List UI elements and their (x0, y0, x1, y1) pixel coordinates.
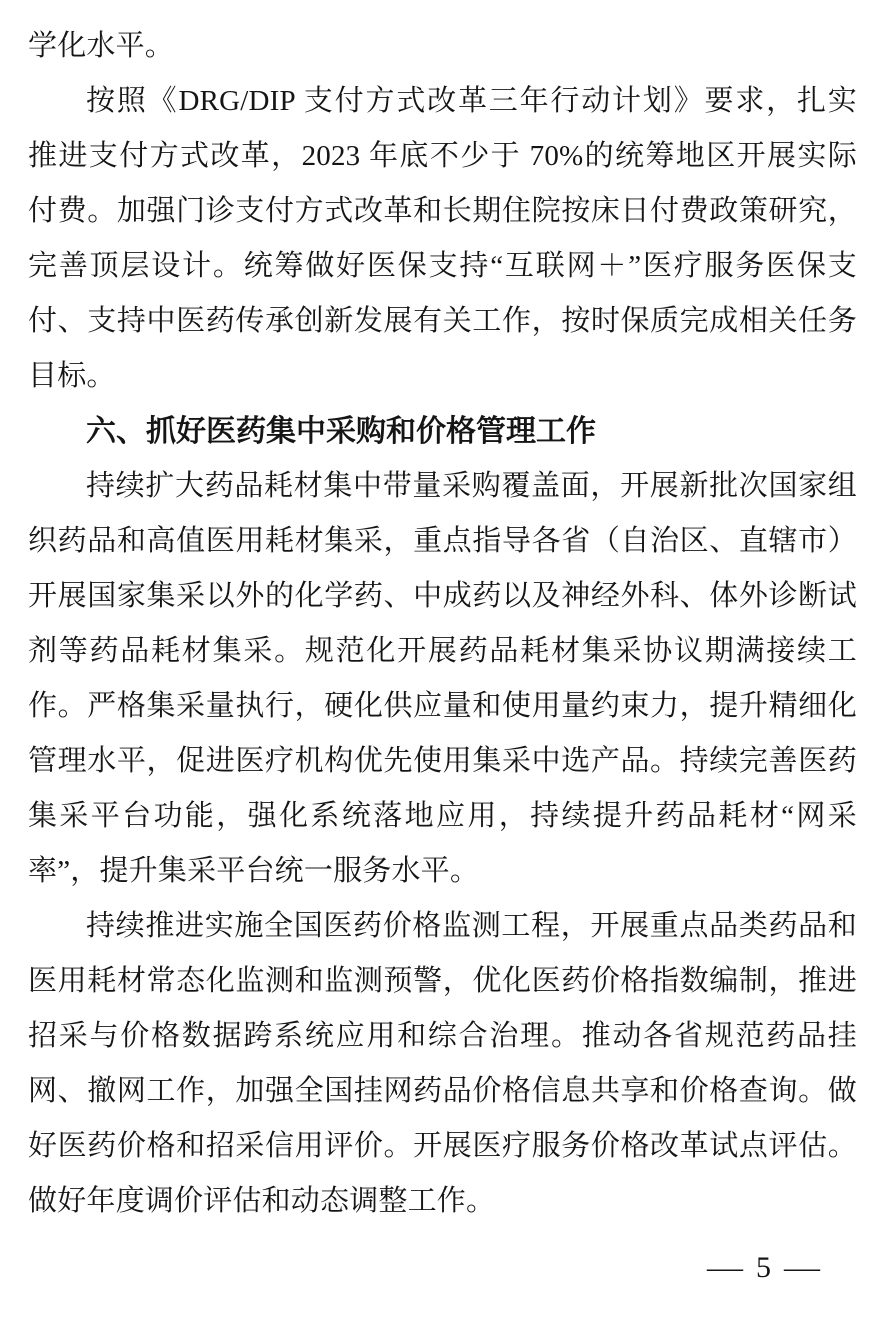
page-number: 5 (756, 1251, 771, 1284)
text-line: 网、撤网工作，加强全国挂网药品价格信息共享和价格查询。做 (28, 1075, 857, 1107)
text-line: 完善顶层设计。统筹做好医保支持“互联网＋”医疗服务医保支 (28, 250, 857, 282)
text-line: 剂等药品耗材集采。规范化开展药品耗材集采协议期满接续工 (28, 635, 857, 667)
text-line: 持续推进实施全国医药价格监测工程，开展重点品类药品和 (86, 910, 857, 942)
text-line: 付费。加强门诊支付方式改革和长期住院按床日付费政策研究， (28, 195, 857, 227)
text-line: 管理水平，促进医疗机构优先使用集采中选产品。持续完善医药 (28, 745, 857, 777)
text-line: 好医药价格和招采信用评价。开展医疗服务价格改革试点评估。 (28, 1130, 857, 1162)
text-line: 织药品和高值医用耗材集采，重点指导各省（自治区、直辖市） (28, 525, 857, 557)
footer-dash-left: — (707, 1251, 743, 1284)
text-line: 目标。 (28, 360, 116, 392)
text-line: 学化水平。 (28, 30, 175, 62)
text-line: 做好年度调价评估和动态调整工作。 (28, 1185, 496, 1217)
text-line: 作。严格集采量执行，硬化供应量和使用量约束力，提升精细化 (28, 690, 857, 722)
section-heading: 六、抓好医药集中采购和价格管理工作 (86, 415, 596, 448)
page-footer (28, 1251, 857, 1285)
text-line: 医用耗材常态化监测和监测预警，优化医药价格指数编制，推进 (28, 965, 857, 997)
text-line: 持续扩大药品耗材集中带量采购覆盖面，开展新批次国家组 (86, 470, 857, 502)
footer-dash-right: — (784, 1251, 820, 1284)
text-line: 付、支持中医药传承创新发展有关工作，按时保质完成相关任务 (28, 305, 857, 337)
text-line: 率”，提升集采平台统一服务水平。 (28, 855, 480, 887)
text-line: 招采与价格数据跨系统应用和综合治理。推动各省规范药品挂 (28, 1020, 857, 1052)
text-line: 开展国家集采以外的化学药、中成药以及神经外科、体外诊断试 (28, 580, 857, 612)
text-line: 集采平台功能，强化系统落地应用，持续提升药品耗材“网采 (28, 800, 857, 832)
text-line: 按照《DRG/DIP 支付方式改革三年行动计划》要求，扎实 (86, 85, 857, 117)
text-line: 推进支付方式改革，2023 年底不少于 70%的统筹地区开展实际 (28, 140, 857, 172)
